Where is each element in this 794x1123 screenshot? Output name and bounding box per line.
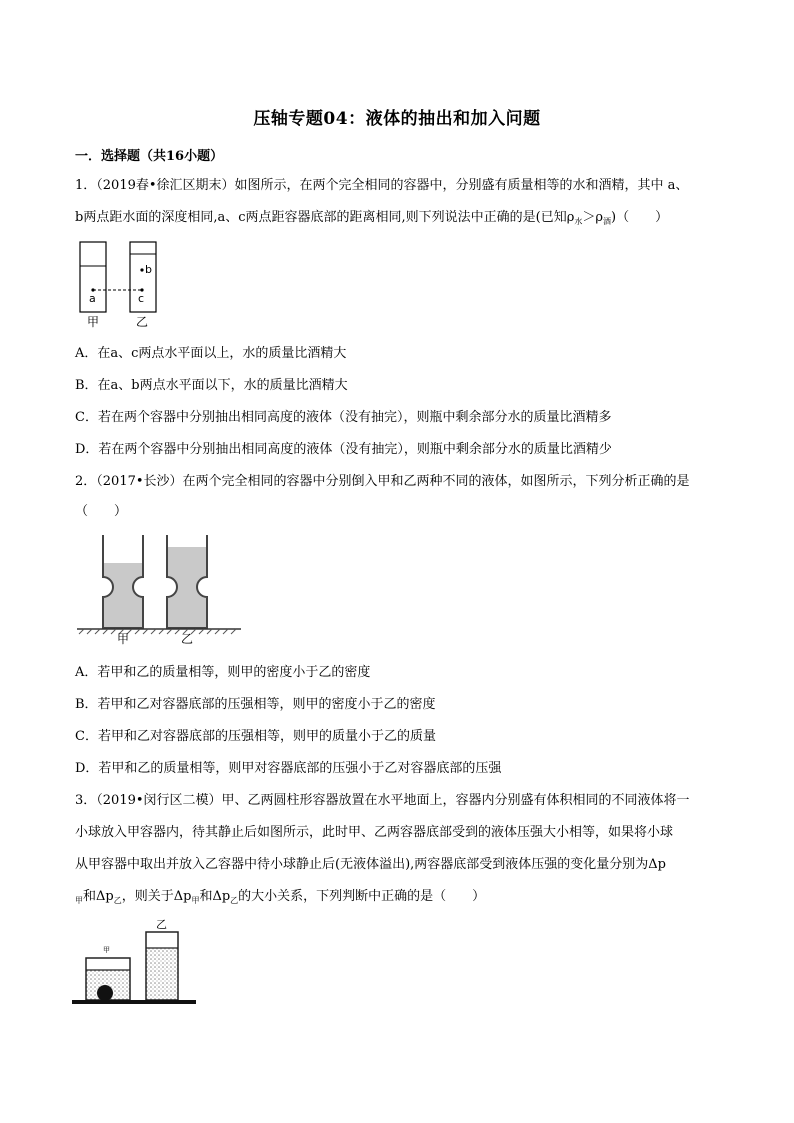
q1-stem-line1: 1．（2019春•徐汇区期末）如图所示，在两个完全相同的容器中，分别盛有质量相等的水和酒精，其中 a、 (75, 178, 689, 193)
q3-figure (70, 918, 200, 1010)
q3-yi-liquid (146, 948, 178, 1000)
q3-stem-line1: 3．（2019•闵行区二模）甲、乙两圆柱形容器放置在水平地面上，容器内分别盛有体积相同的不同液体将一 (75, 793, 690, 808)
q3-sub-yi-1: 乙 (113, 896, 122, 905)
q3-stem-line4-a: 和Δp (83, 889, 114, 904)
q1-sub-alcohol: 酒 (603, 217, 611, 226)
q3-stem-line4-c: 和Δp (199, 889, 231, 904)
q1-point-b (140, 268, 143, 271)
q1-option-d: D．若在两个容器中分别抽出相同高度的液体（没有抽完），则瓶中剩余部分水的质量比酒精少 (75, 442, 612, 457)
q2-option-b: B．若甲和乙对容器底部的压强相等，则甲的密度小于乙的密度 (75, 697, 436, 712)
q3-ball (97, 985, 113, 1001)
q3-stem-line4 (75, 888, 485, 910)
q1-stem-line2-post: )（ ） (611, 210, 669, 225)
q3-label-jia: 甲 (103, 946, 110, 954)
q2-stem-line1: 2．（2017•长沙）在两个完全相同的容器中分别倒入甲和乙两种不同的液体，如图所示，下列分析正确的是 (75, 474, 690, 489)
q3-sub-jia-1: 甲 (75, 896, 83, 905)
q1-label-c: c (138, 292, 145, 305)
q2-option-d: D．若甲和乙的质量相等，则甲对容器底部的压强小于乙对容器底部的压强 (75, 761, 502, 776)
q2-stem-line2: （ ） (75, 504, 128, 519)
page-title: 压轴专题04：液体的抽出和加入问题 (253, 109, 541, 129)
q2-option-a: A．若甲和乙的质量相等，则甲的密度小于乙的密度 (75, 665, 371, 680)
q3-sub-yi-2: 乙 (230, 896, 239, 905)
q2-yi-liquid (167, 547, 207, 628)
q1-stem-line2 (75, 209, 668, 231)
q2-label-yi: 乙 (181, 632, 194, 645)
q3-stem-line4-b: ，则关于Δp (121, 889, 192, 904)
q1-option-a: A．在a、c两点水平面以上，水的质量比酒精大 (75, 346, 347, 361)
q3-sub-jia-2: 甲 (191, 896, 200, 905)
q1-option-c: C．若在两个容器中分别抽出相同高度的液体（没有抽完），则瓶中剩余部分水的质量比酒精多 (75, 410, 612, 425)
q3-stem-line2: 小球放入甲容器内，待其静止后如图所示，此时甲、乙两容器底部受到的液体压强大小相等，如果将小球 (75, 825, 674, 840)
q1-figure (75, 240, 185, 330)
q1-label-a: a (89, 292, 96, 305)
q1-stem-line2-mid: ＞ρ (582, 210, 603, 225)
q3-ground (72, 1000, 196, 1004)
q1-sub-water: 水 (574, 217, 583, 226)
q3-stem-line3: 从甲容器中取出并放入乙容器中待小球静止后(无液体溢出),两容器底部受到液体压强的变化量分别为Δp (75, 857, 666, 872)
q3-stem-line4-d: 的大小关系，下列判断中正确的是（ ） (238, 889, 486, 904)
q2-label-jia: 甲 (117, 632, 130, 645)
section-heading: 一．选择题（共16小题） (75, 149, 224, 164)
q1-label-jia: 甲 (87, 315, 100, 329)
q1-label-b: b (145, 263, 152, 276)
q3-label-yi: 乙 (156, 918, 167, 931)
q2-option-c: C．若甲和乙对容器底部的压强相等，则甲的质量小于乙的质量 (75, 729, 436, 744)
q1-option-b: B．在a、b两点水平面以下，水的质量比酒精大 (75, 378, 348, 393)
q1-label-yi: 乙 (136, 315, 149, 329)
q2-figure (75, 533, 245, 645)
q1-stem-line2-pre: b两点距水面的深度相同,a、c两点距容器底部的距离相同,则下列说法中正确的是(已知ρ (75, 210, 575, 225)
